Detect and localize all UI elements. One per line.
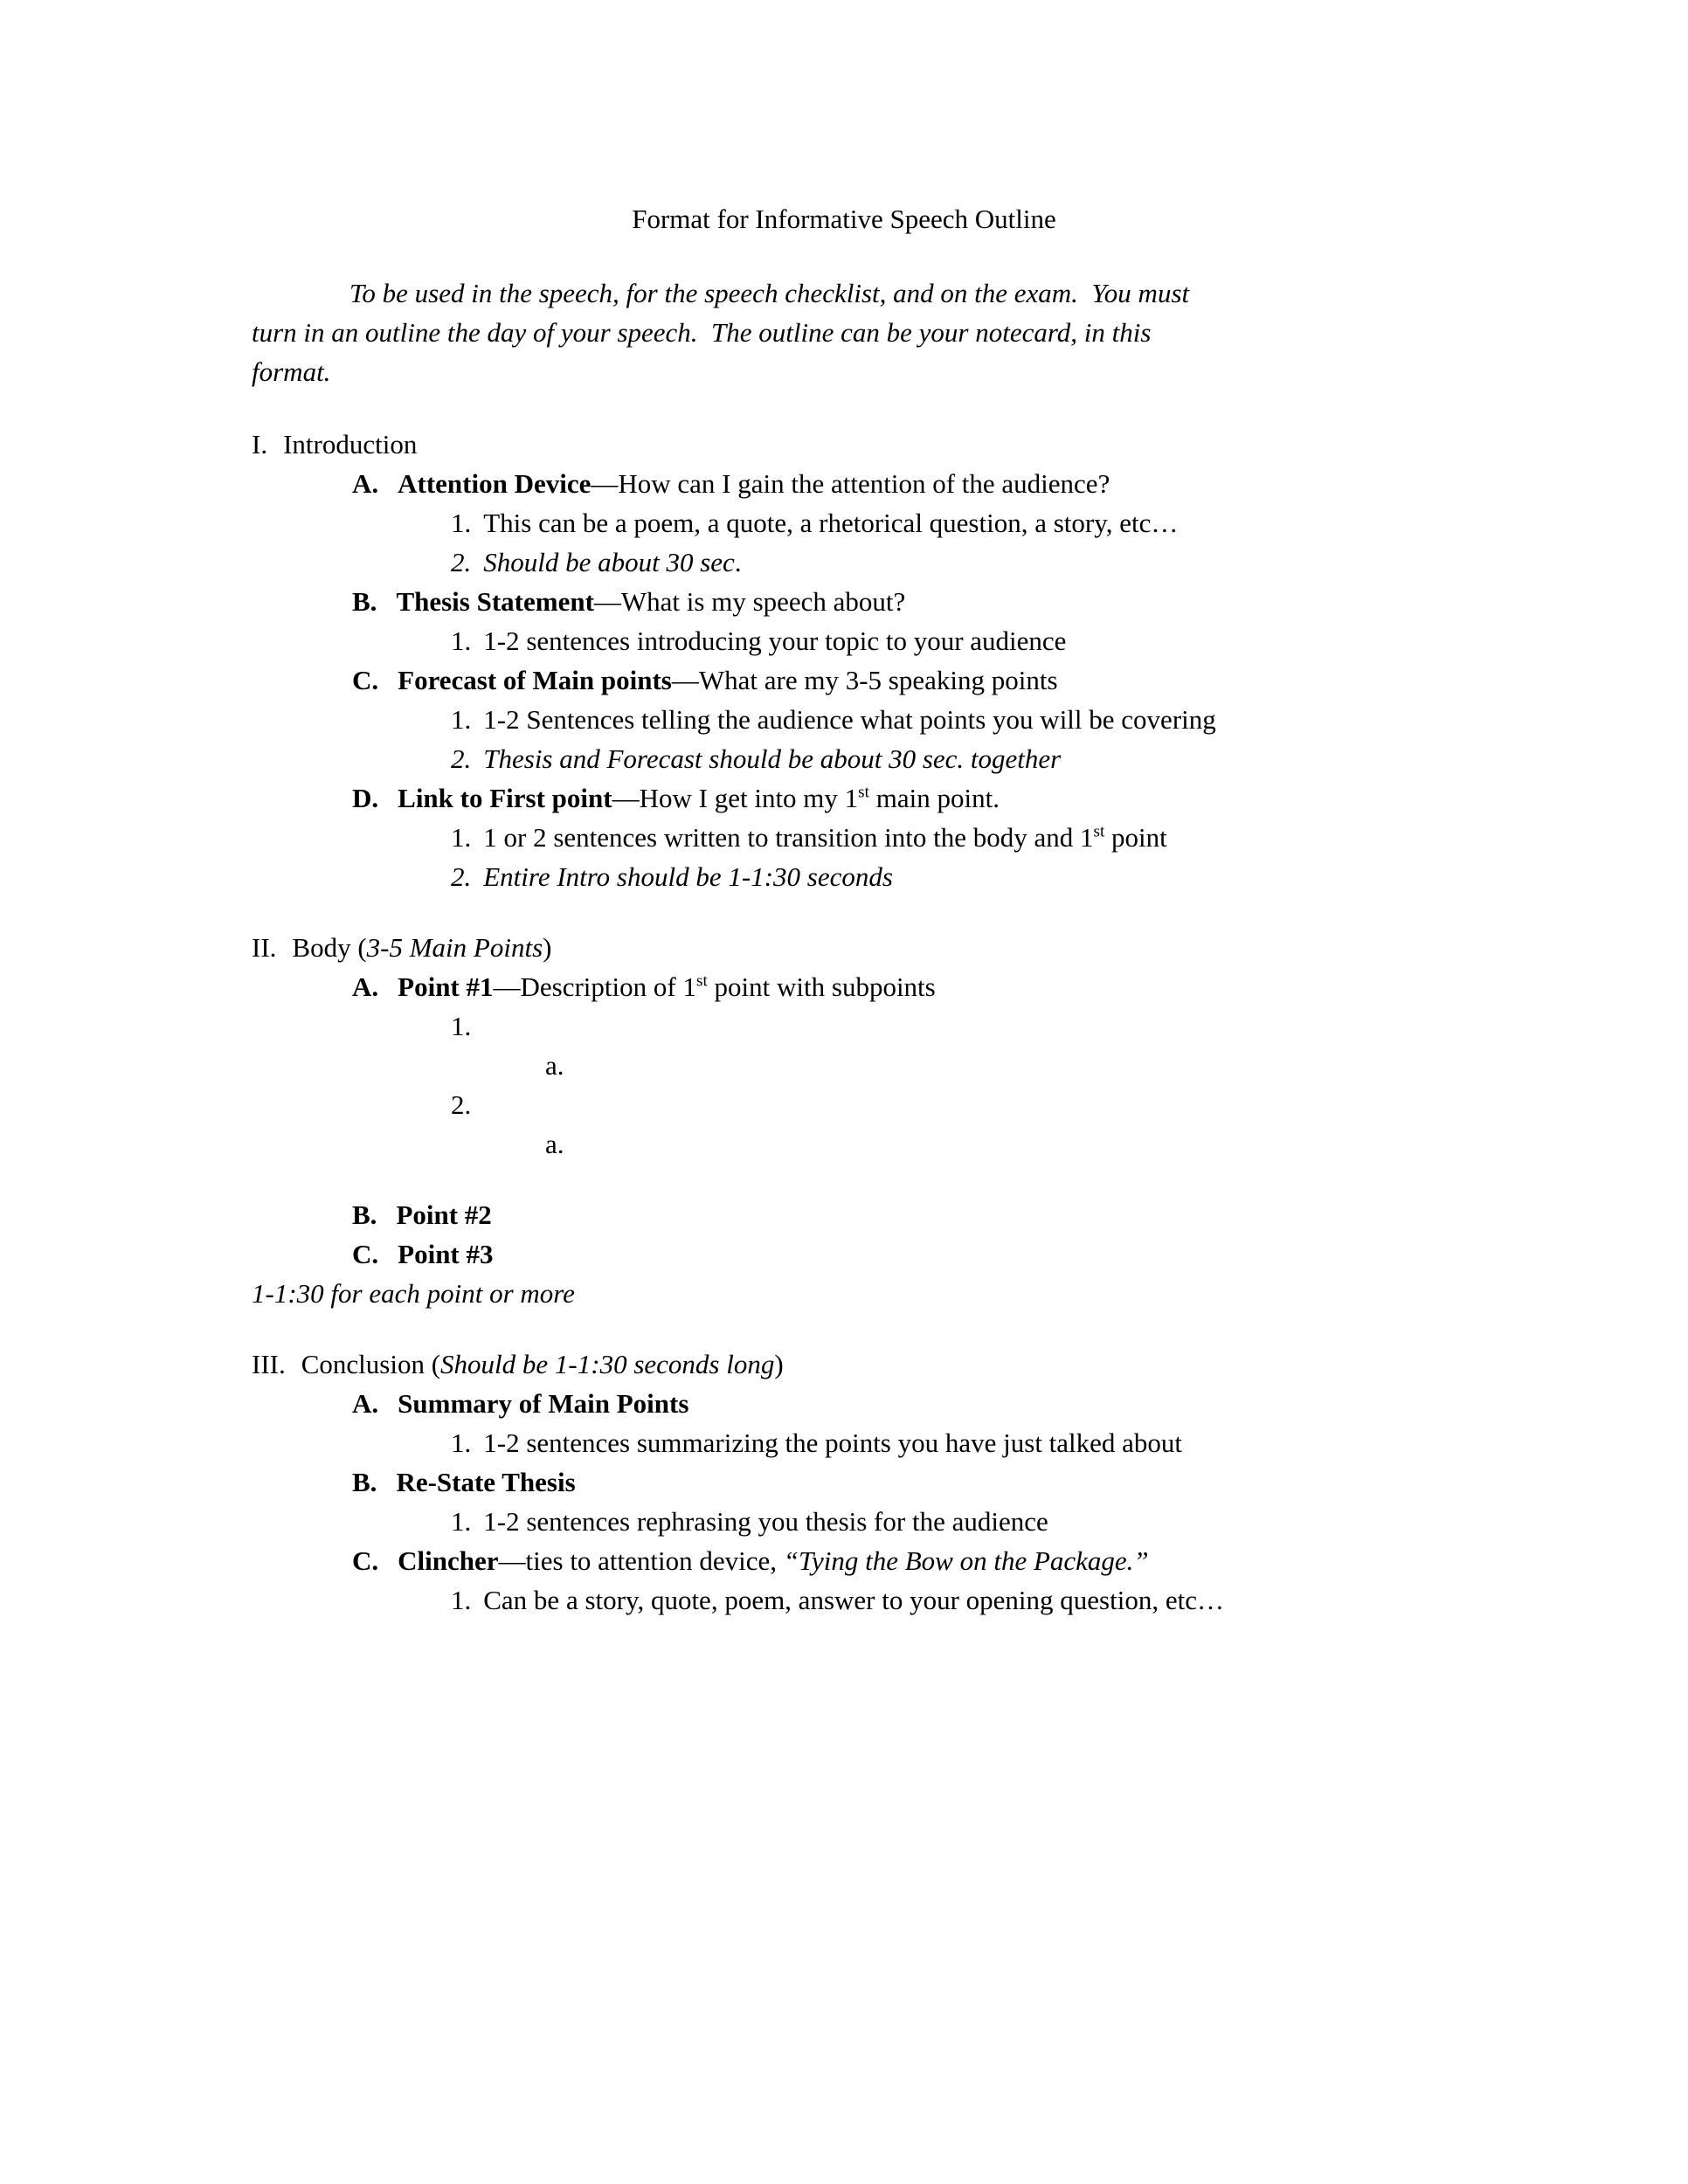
text-segment: 1 or 2 sentences written to transition into the body and 1 [483,822,1094,853]
outline-line [252,582,1452,621]
line-label: A. [352,468,379,499]
outline-line [252,967,1452,1006]
text-segment: st [858,783,869,802]
line-label: 2. [451,1089,472,1120]
text-segment: Link to First point [398,783,612,813]
text-segment: . [734,547,742,577]
intro-paragraph [252,273,1452,391]
outline-line [252,1085,1452,1124]
text-segment: point with subpoints [707,971,936,1002]
line-label: 2. [451,547,472,577]
text-segment: point [1104,822,1167,853]
text-segment: Introduction [283,429,418,460]
text-segment: 1-2 Sentences telling the audience what points you will be covering [483,704,1216,735]
line-label: B. [352,1199,377,1230]
line-label: 2. [451,743,472,774]
line-label: 1. [451,822,472,853]
text-segment: Entire Intro should be 1-1:30 seconds [483,861,893,892]
outline [252,425,1452,1620]
text-segment: ) [774,1349,784,1379]
text-segment: —How can I gain the attention of the audience? [591,468,1110,499]
outline-line [252,1423,1452,1462]
outline-line [252,1006,1452,1046]
text-segment: Attention Device [398,468,591,499]
document-title: Format for Informative Speech Outline [632,204,1056,234]
paragraph-line: turn in an outline the day of your speech. The outline can be your notecard, in this [252,317,1152,348]
line-label: II. [252,932,277,963]
line-label: A. [352,1388,379,1419]
line-label: 1. [451,1585,472,1615]
outline-line [252,1234,1452,1274]
text-segment: Should be about 30 sec [483,547,735,577]
text-segment: Body ( [292,932,367,963]
blank-line [252,1164,1452,1195]
line-label: 1. [451,625,472,656]
outline-line [252,1046,1452,1085]
outline-line [252,1274,1452,1313]
text-segment: Point #2 [396,1199,492,1230]
document-content [0,273,1688,1620]
paragraph-line: To be used in the speech, for the speech checklist, and on the exam. You must [349,278,1190,308]
text-segment: st [1093,822,1105,841]
text-segment: —Description of 1 [493,971,696,1002]
line-label: 1. [451,1011,472,1041]
text-segment: Conclusion ( [301,1349,441,1379]
text-segment: Point #3 [398,1239,494,1269]
text-segment: Clincher [398,1545,499,1576]
text-segment: —What is my speech about? [593,586,906,617]
outline-line [252,778,1452,818]
text-segment: 1-2 sentences introducing your topic to your audience [483,625,1067,656]
line-label: B. [352,586,377,617]
text-segment: ) [543,932,552,963]
text-segment: Thesis and Forecast should be about 30 sec. together [483,743,1062,774]
outline-line [252,1384,1452,1423]
text-segment: 1-2 sentences rephrasing you thesis for the audience [483,1506,1048,1537]
text-segment: 3-5 Main Points [366,932,543,963]
outline-line [252,700,1452,739]
text-segment: 1-2 sentences summarizing the points you have just talked about [483,1427,1183,1458]
outline-line [252,1580,1452,1620]
outline-line [252,1124,1452,1164]
outline-line [252,1344,1452,1384]
line-label: D. [352,783,379,813]
outline-line [252,1195,1452,1234]
text-segment: Summary of Main Points [398,1388,689,1419]
text-segment: Forecast of Main points [398,665,672,695]
text-segment: main point. [868,783,1000,813]
text-segment: Can be a story, quote, poem, answer to your opening question, etc… [483,1585,1224,1615]
outline-line [252,857,1452,896]
line-label: 1. [451,508,472,538]
outline-line [252,1541,1452,1580]
text-segment: Re-State Thesis [396,1467,576,1497]
outline-line [252,1462,1452,1502]
outline-line [252,621,1452,660]
blank-line [252,896,1452,928]
text-segment: st [695,971,708,991]
line-label: 1. [451,1506,472,1537]
line-label: 1. [451,704,472,735]
text-segment: Should be 1-1:30 seconds long [440,1349,775,1379]
line-label: I. [252,429,268,460]
text-segment: —ties to attention device, [498,1545,784,1576]
text-segment: 1-1:30 for each point or more [252,1278,575,1309]
text-segment: Point #1 [398,971,494,1002]
paragraph-line: format. [252,356,331,387]
line-label: C. [352,1239,379,1269]
blank-line [252,1313,1452,1344]
outline-line [252,928,1452,967]
outline-line [252,660,1452,700]
line-label: C. [352,665,379,695]
line-label: B. [352,1467,377,1497]
line-label: 2. [451,861,472,892]
outline-line [252,503,1452,543]
outline-line [252,1502,1452,1541]
outline-line [252,464,1452,503]
outline-line [252,739,1452,778]
text-segment: “Tying the Bow on the Package.” [783,1545,1149,1576]
line-label: a. [545,1050,564,1081]
line-label: C. [352,1545,379,1576]
outline-line [252,425,1452,464]
outline-line [252,818,1452,857]
line-label: A. [352,971,379,1002]
text-segment: Thesis Statement [396,586,594,617]
outline-line [252,543,1452,582]
text-segment: —How I get into my 1 [612,783,859,813]
line-label: 1. [451,1427,472,1458]
line-label: a. [545,1129,564,1159]
text-segment: —What are my 3-5 speaking points [671,665,1058,695]
text-segment: This can be a poem, a quote, a rhetorical question, a story, etc… [483,508,1179,538]
line-label: III. [252,1349,286,1379]
